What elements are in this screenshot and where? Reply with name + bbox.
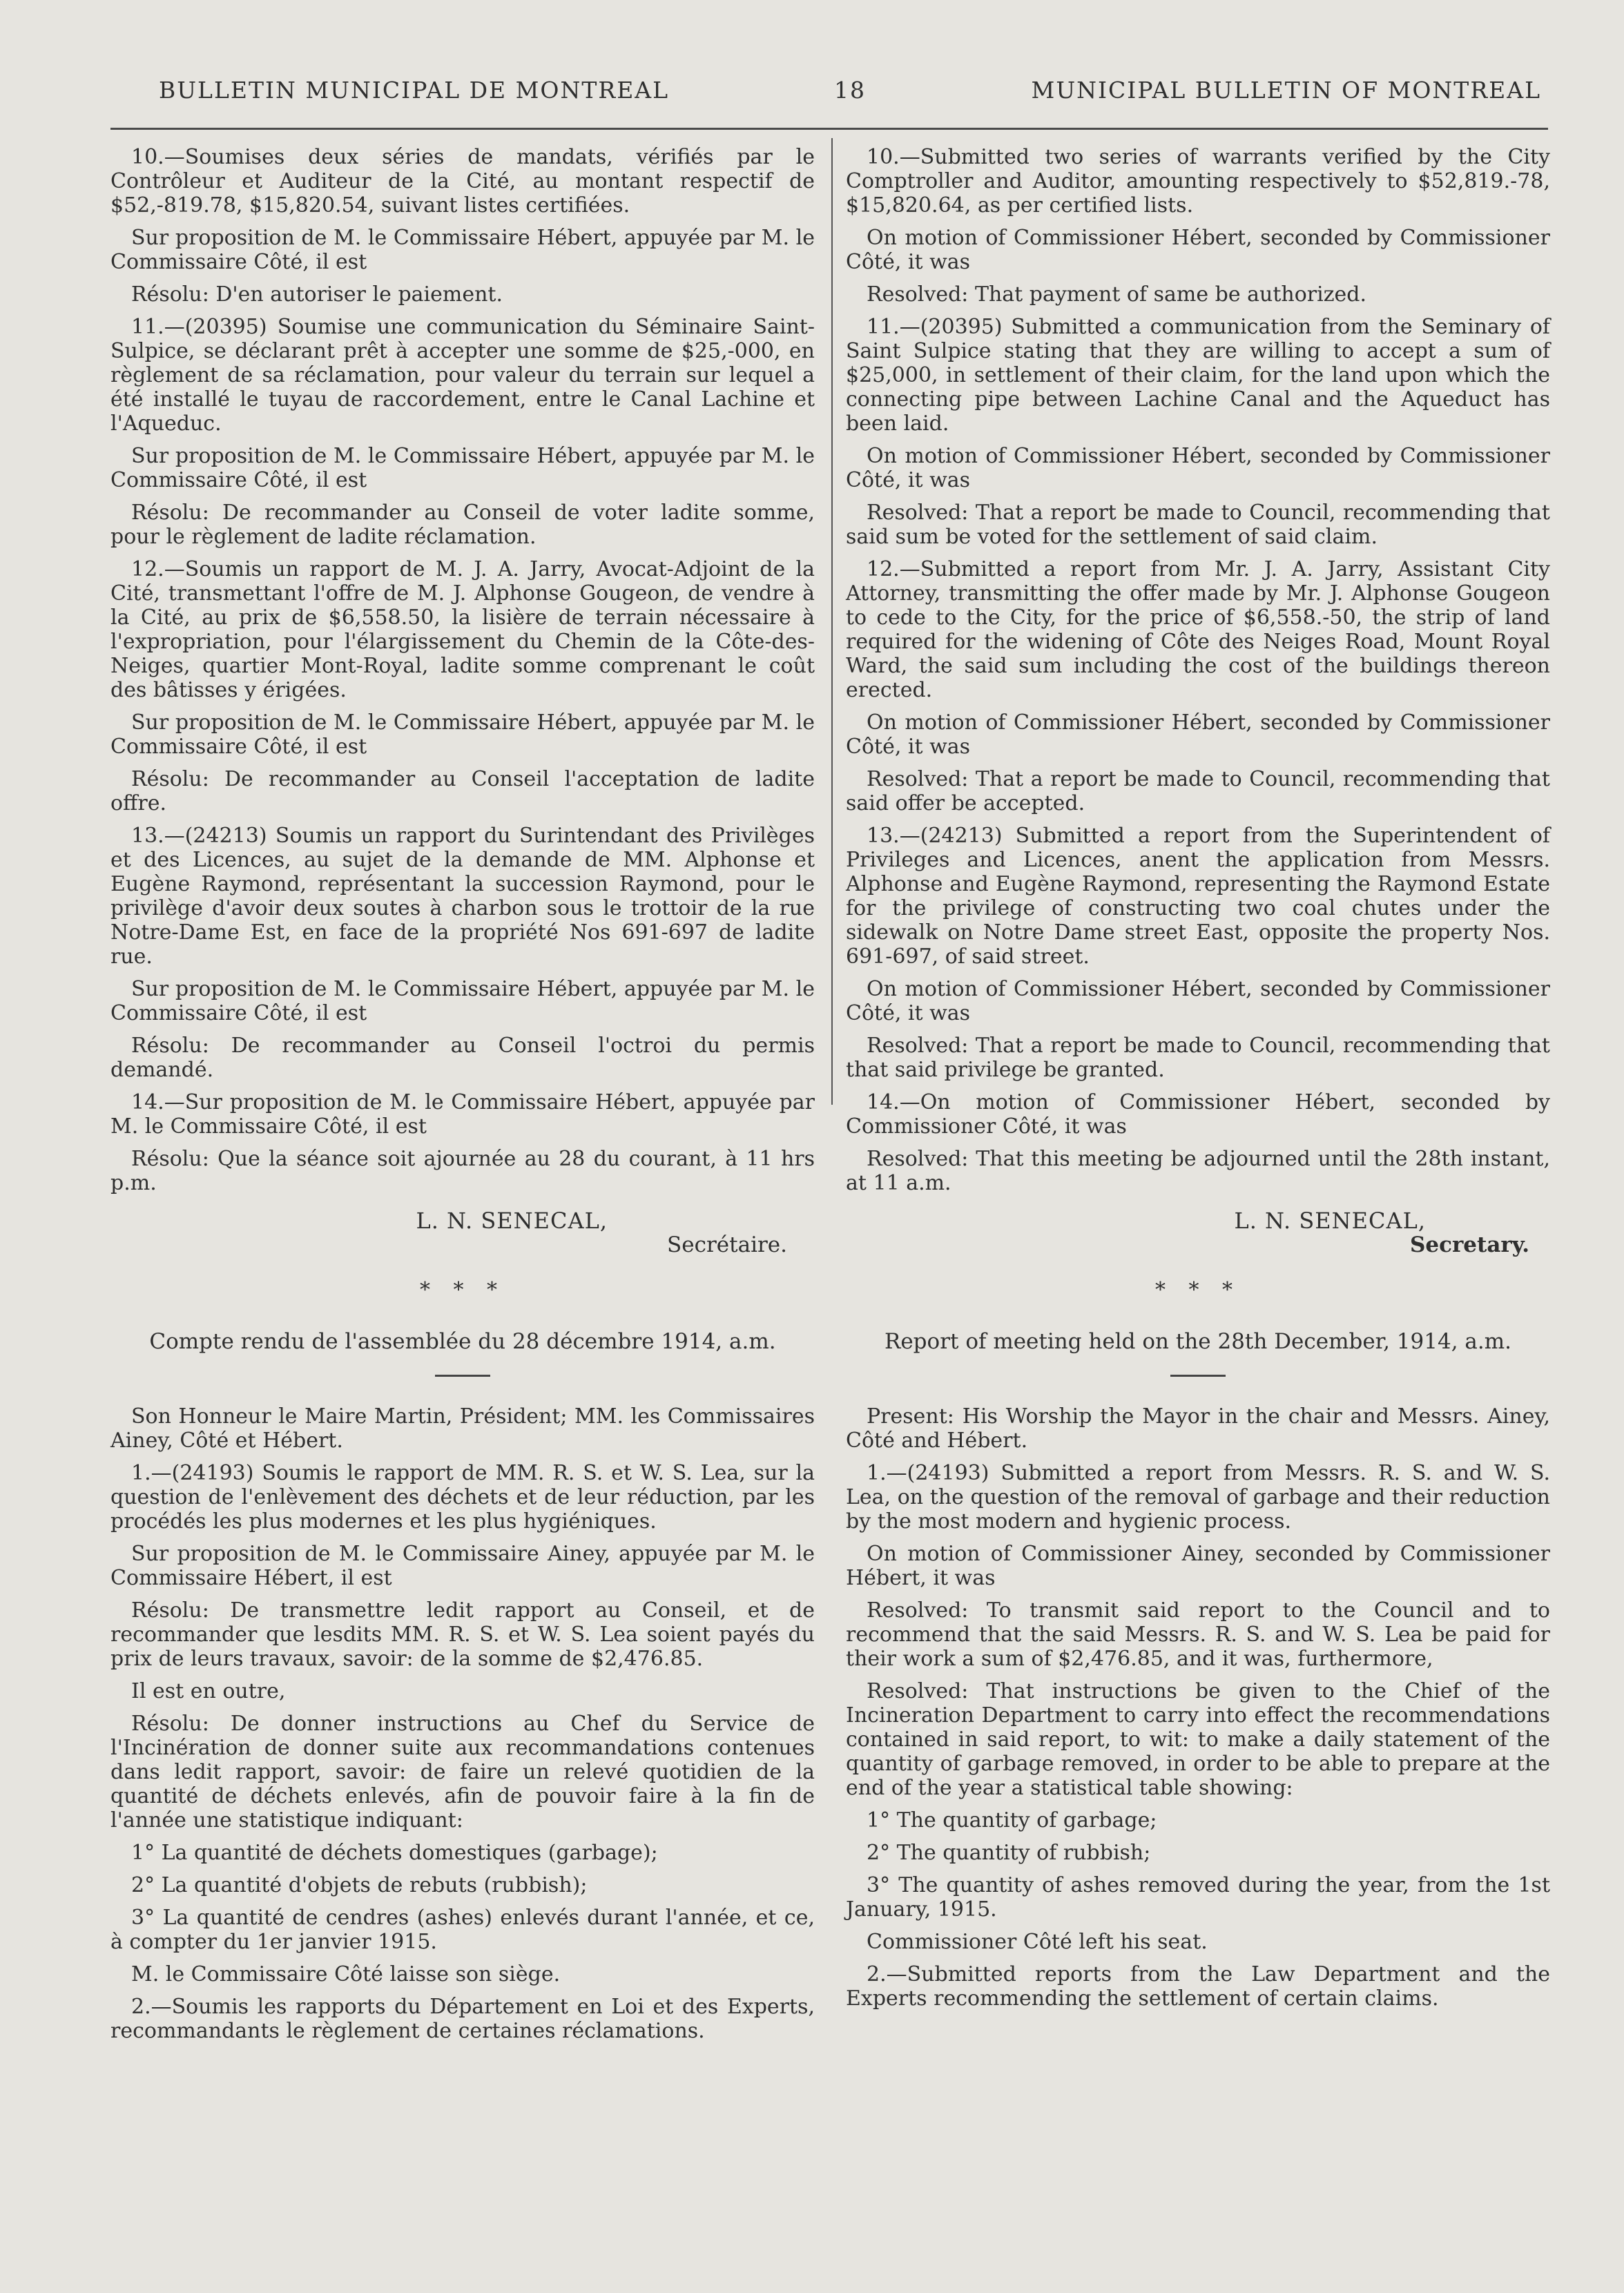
paragraph: On motion of Commissioner Hébert, seconded by Commissioner Côté, it was [846,226,1550,274]
paragraph: 2.—Submitted reports from the Law Department and the Experts recommending the settlement of certain claims. [846,1962,1550,2011]
signature-name: L. N. SENECAL, [416,1208,608,1234]
paragraph: 14.—On motion of Commissioner Hébert, seconded by Commissioner Côté, it was [846,1090,1550,1139]
column-divider [831,138,833,1105]
paragraph: Résolu: D'en autoriser le paiement. [131,282,503,307]
paragraph: 11.—(20395) Submitted a communication from the Seminary of Saint Sulpice stating that they are willing to accept a sum of $25,000, in settlement of their claim, for the land upon which the connecting pipe between Lachine Canal and the Aqueduct has been laid. [846,315,1550,436]
report-title: Compte rendu de l'assemblée du 28 décembre 1914, a.m. [149,1329,776,1354]
paragraph: Résolu: De donner instructions au Chef du Service de l'Incinération de donner suite aux recommandations contenues dans ledit rapport, savoir: de faire un relevé quotidien de la quantité de déchets enlevés, afin de pouvoir faire à la fin de l'année une statistique indiquant: [110,1712,815,1832]
signature-role: Secrétaire. [667,1232,787,1257]
paragraph: 14.—Sur proposition de M. le Commissaire Hébert, appuyée par M. le Commissaire Côté, il est [110,1090,815,1139]
short-rule [435,1375,490,1377]
paragraph: Sur proposition de M. le Commissaire Hébert, appuyée par M. le Commissaire Côté, il est [110,977,815,1025]
paragraph: On motion of Commissioner Hébert, seconded by Commissioner Côté, it was [846,977,1550,1025]
paragraph: Resolved: That instructions be given to the Chief of the Incineration Department to carry into effect the recommendations contained in said report, to wit: to make a daily statement of the quantity of garbage removed, in order to be able to prepare at the end of the year a statistical table showing: [846,1679,1550,1800]
paragraph: 10.—Soumises deux séries de mandats, vérifiés par le Contrôleur et Auditeur de la Cité, au montant respectif de $52,-819.78, $15,820.54, suivant listes certifiées. [110,145,815,217]
paragraph: Il est en outre, [131,1679,286,1703]
paragraph: Résolu: De recommander au Conseil l'octroi du permis demandé. [110,1034,815,1082]
french-column [110,145,815,2051]
report-title: Report of meeting held on the 28th December, 1914, a.m. [884,1329,1511,1354]
list-item: 1° La quantité de déchets domestiques (garbage); [131,1841,658,1865]
english-column [846,145,1550,2019]
paragraph: On motion of Commissioner Hébert, seconded by Commissioner Côté, it was [846,444,1550,492]
paragraph: Resolved: That payment of same be authorized. [867,282,1366,307]
paragraph: Present: His Worship the Mayor in the chair and Messrs. Ainey, Côté and Hébert. [846,1404,1550,1453]
paragraph: Résolu: De recommander au Conseil de voter ladite somme, pour le règlement de ladite réclamation. [110,501,815,549]
header-title-french: BULLETIN MUNICIPAL DE MONTREAL [159,76,670,104]
paragraph: 13.—(24213) Soumis un rapport du Surintendant des Privilèges et des Licences, au sujet de la demande de MM. Alphonse et Eugène Raymond, représentant la succession Raymond, pour le privilège d'avoir deux soutes à charbon sous le trottoir de la rue Notre-Dame Est, en face de la propriété Nos 691-697 de ladite rue. [110,824,815,969]
short-rule [1170,1375,1226,1377]
paragraph: M. le Commissaire Côté laisse son siège. [131,1962,561,1986]
paragraph: Resolved: To transmit said report to the Council and to recommend that the said Messrs. R. S. and W. S. Lea be paid for their work a sum of $2,476.85, and it was, furthermore, [846,1598,1550,1671]
section-separator: * * * [1154,1278,1241,1302]
paragraph: 1.—(24193) Submitted a report from Messrs. R. S. and W. S. Lea, on the question of the removal of garbage and their reduction by the most modern and hygienic process. [846,1461,1550,1533]
signature-role: Secretary. [1409,1232,1529,1257]
paragraph: Sur proposition de M. le Commissaire Hébert, appuyée par M. le Commissaire Côté, il est [110,226,815,274]
paragraph: 1.—(24193) Soumis le rapport de MM. R. S. et W. S. Lea, sur la question de l'enlèvement des déchets et de leur réduction, par les procédés les plus modernes et les plus hygiéniques. [110,1461,815,1533]
paragraph: Résolu: De transmettre ledit rapport au Conseil, et de recommander que lesdits MM. R. S. et W. S. Lea soient payés du prix de leurs travaux, savoir: de la somme de $2,476.85. [110,1598,815,1671]
paragraph: Sur proposition de M. le Commissaire Ainey, appuyée par M. le Commissaire Hébert, il est [110,1542,815,1590]
paragraph: Resolved: That this meeting be adjourned until the 28th instant, at 11 a.m. [846,1147,1550,1195]
list-item: 1° The quantity of garbage; [867,1808,1157,1832]
paragraph: Son Honneur le Maire Martin, Président; MM. les Commissaires Ainey, Côté et Hébert. [110,1404,815,1453]
paragraph: 10.—Submitted two series of warrants verified by the City Comptroller and Auditor, amounting respectively to $52,819.-78, $15,820.64, as per certified lists. [846,145,1550,217]
paragraph: 12.—Submitted a report from Mr. J. A. Jarry, Assistant City Attorney, transmitting the offer made by Mr. J. Alphonse Gougeon to cede to the City, for the price of $6,558.-50, the strip of land required for the widening of Côte des Neiges Road, Mount Royal Ward, the said sum including the cost of the buildings thereon erected. [846,557,1550,702]
list-item: 3° La quantité de cendres (ashes) enlevés durant l'année, et ce, à compter du 1er janvier 1915. [110,1906,815,1954]
paragraph: Résolu: Que la séance soit ajournée au 28 du courant, à 11 hrs p.m. [110,1147,815,1195]
list-item: 3° The quantity of ashes removed during the year, from the 1st January, 1915. [846,1873,1550,1922]
paragraph: Sur proposition de M. le Commissaire Hébert, appuyée par M. le Commissaire Côté, il est [110,444,815,492]
header-rule [110,128,1548,130]
paragraph: Resolved: That a report be made to Council, recommending that that said privilege be granted. [846,1034,1550,1082]
list-item: 2° The quantity of rubbish; [867,1841,1151,1865]
signature-name: L. N. SENECAL, [1234,1208,1426,1234]
page-header [159,69,1541,110]
paragraph: On motion of Commissioner Hébert, seconded by Commissioner Côté, it was [846,710,1550,759]
paragraph: On motion of Commissioner Ainey, seconded by Commissioner Hébert, it was [846,1542,1550,1590]
paragraph: Commissioner Côté left his seat. [867,1930,1208,1954]
paragraph: 2.—Soumis les rapports du Département en Loi et des Experts, recommandants le règlement de certaines réclamations. [110,1995,815,2043]
paragraph: Resolved: That a report be made to Council, recommending that said offer be accepted. [846,767,1550,815]
paragraph: 12.—Soumis un rapport de M. J. A. Jarry, Avocat-Adjoint de la Cité, transmettant l'offre de M. J. Alphonse Gougeon, de vendre à la Cité, au prix de $6,558.50, la lisière de terrain nécessaire à l'expropriation, pour l'élargissement du Chemin de la Côte-des-Neiges, quartier Mont-Royal, ladite somme comprenant le coût des bâtisses y érigées. [110,557,815,702]
paragraph: 13.—(24213) Submitted a report from the Superintendent of Privileges and Licences, anent the application from Messrs. Alphonse and Eugène Raymond, representing the Raymond Estate for the privilege of constructing two coal chutes under the sidewalk on Notre Dame street East, opposite the property Nos. 691-697, of said street. [846,824,1550,969]
paragraph: 11.—(20395) Soumise une communication du Séminaire Saint-Sulpice, se déclarant prêt à accepter une somme de $25,-000, en règlement de sa réclamation, pour valeur du terrain sur lequel a été installé le tuyau de raccordement, entre le Canal Lachine et l'Aqueduc. [110,315,815,436]
paragraph: Resolved: That a report be made to Council, recommending that said sum be voted for the settlement of said claim. [846,501,1550,549]
paragraph: Résolu: De recommander au Conseil l'acceptation de ladite offre. [110,767,815,815]
paragraph: Sur proposition de M. le Commissaire Hébert, appuyée par M. le Commissaire Côté, il est [110,710,815,759]
list-item: 2° La quantité d'objets de rebuts (rubbish); [131,1873,588,1897]
page-number: 18 [834,76,866,104]
section-separator: * * * [419,1278,506,1302]
header-title-english: MUNICIPAL BULLETIN OF MONTREAL [1031,76,1541,104]
